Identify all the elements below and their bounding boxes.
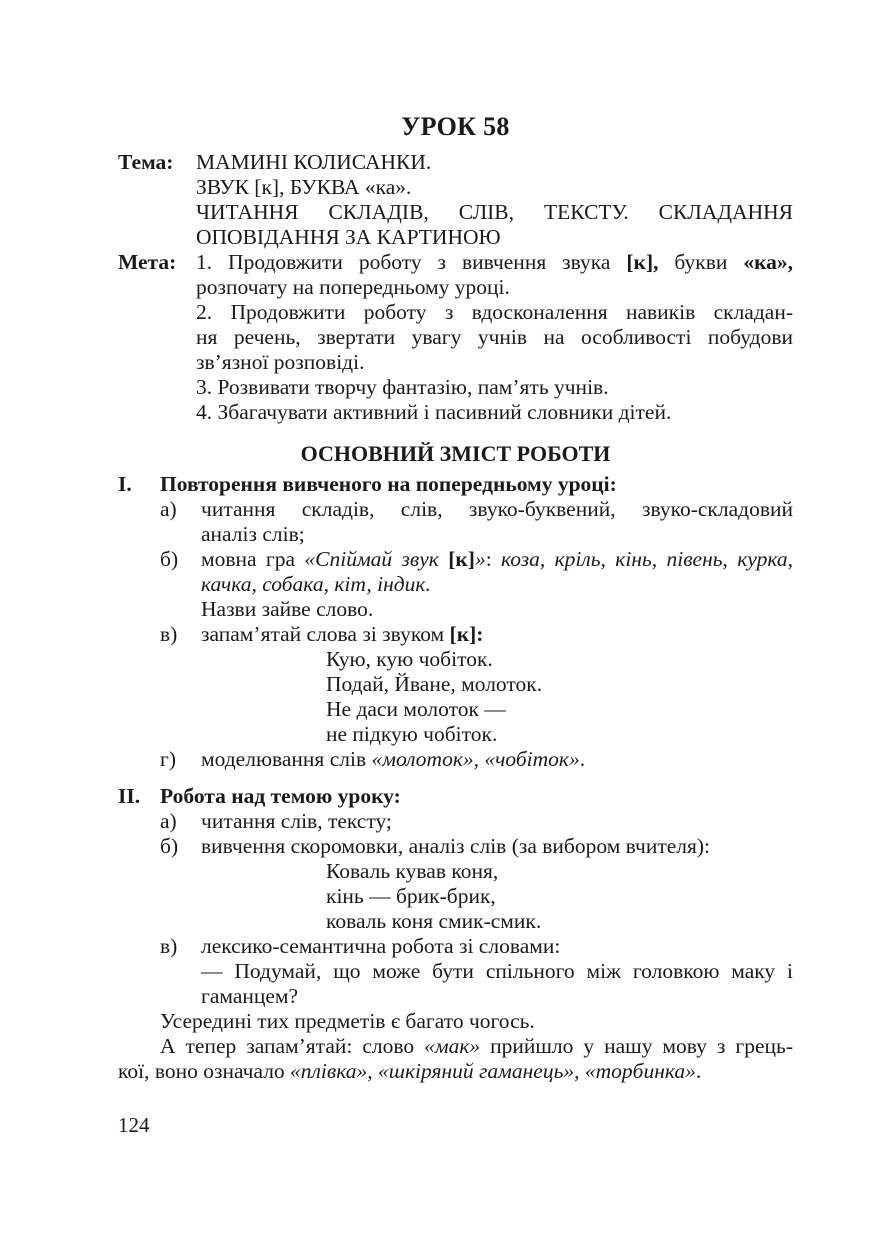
text: .	[579, 747, 586, 771]
poem	[118, 859, 793, 934]
text-line: читання складів, слів, звуко-буквений, звуко-складовий	[201, 497, 793, 521]
paragraph-cont	[118, 1059, 793, 1084]
text-bold: [к]:	[449, 622, 484, 646]
poem-line: коваль коня смик-смик.	[326, 909, 542, 933]
text-line: качка, собака, кіт, індик.	[201, 572, 431, 596]
text-line: лексико-семантична робота зі словами:	[201, 934, 561, 958]
section-title: ОСНОВНИЙ ЗМІСТ РОБОТИ	[300, 441, 611, 466]
text-line: Назви зайве слово.	[201, 597, 374, 621]
meta-goal-3: 3. Розвивати творчу фантазію, пам’ять учнів.	[196, 375, 609, 399]
text-line: гаманцем?	[201, 984, 299, 1008]
list-item	[118, 547, 793, 622]
poem-line: Коваль кував коня,	[326, 859, 499, 883]
text-line: аналіз слів;	[201, 522, 305, 546]
text-bold: «ка»,	[743, 250, 793, 274]
tema-line: МАМИНІ КОЛИСАНКИ.	[196, 150, 432, 174]
part-1-heading	[118, 472, 793, 497]
part-number: II.	[118, 784, 141, 808]
item-text	[201, 547, 793, 622]
item-marker: в)	[160, 934, 178, 958]
text-bold: [к],	[626, 250, 659, 274]
item-marker: б)	[160, 834, 179, 858]
tema-line: ОПОВІДАННЯ ЗА КАРТИНОЮ	[196, 225, 501, 249]
part-number: I.	[118, 472, 132, 496]
meta-goal-1-cont: розпочату на попередньому уроці.	[196, 275, 510, 299]
meta-goal-1	[196, 250, 793, 275]
lesson-title: УРОК 58	[401, 112, 510, 141]
text: .	[695, 1059, 702, 1083]
page-content	[118, 110, 793, 1084]
meta-label: Мета:	[118, 250, 177, 274]
text-italic: «молоток», «чобіток»	[371, 747, 580, 771]
tema-line: ЧИТАННЯ СКЛАДІВ, СЛІВ, ТЕКСТУ. СКЛАДАННЯ	[196, 200, 793, 224]
text-italic: »	[474, 547, 486, 571]
item-marker: а)	[160, 497, 177, 521]
text: кої, воно означало	[118, 1059, 291, 1083]
text: А тепер запам’ятай: слово	[160, 1034, 425, 1058]
poem	[118, 647, 793, 747]
item-text: вивчення скоромовки, аналіз слів (за вибором вчителя):	[201, 834, 711, 858]
poem-line: Не даси молоток —	[326, 697, 506, 721]
text-italic: «плівка», «шкіряний гаманець», «торбинка»	[290, 1059, 696, 1083]
text-italic: «мак»	[424, 1034, 481, 1058]
page-number: 124	[118, 1113, 150, 1137]
paragraph	[118, 1034, 793, 1059]
meta-body	[196, 250, 793, 425]
text: 1. Продовжити роботу з вивчення звука	[196, 250, 627, 274]
tema-line: ЗВУК [к], БУКВА «ка».	[196, 175, 412, 199]
text-line	[201, 622, 793, 647]
text: моделювання слів	[201, 747, 372, 771]
tema-label: Тема:	[118, 150, 174, 174]
list-item	[118, 834, 793, 859]
part-title: Робота над темою уроку:	[160, 784, 401, 808]
poem-line: кінь — брик-брик,	[326, 884, 496, 908]
text: прийшло у нашу мову з грець-	[480, 1034, 793, 1058]
text-bold: [к]	[448, 547, 475, 571]
list-item	[118, 809, 793, 834]
list-item	[118, 747, 793, 772]
list-item	[118, 497, 793, 547]
text-italic: коза, кріль, кінь, півень, курка,	[501, 547, 793, 571]
meta-goal-2-line: зв’язної розповіді.	[196, 350, 365, 374]
text-line: — Подумай, що може бути спільного між головкою маку і	[201, 959, 793, 983]
poem-line: Подай, Йване, молоток.	[326, 672, 543, 696]
item-text	[201, 934, 793, 1009]
item-marker: а)	[160, 809, 177, 833]
text: букви	[658, 250, 744, 274]
list-item	[118, 934, 793, 1009]
text-line	[201, 547, 793, 572]
meta-goal-4: 4. Збагачувати активний і пасивний словники дітей.	[196, 400, 672, 424]
item-text	[201, 622, 793, 647]
list-item	[118, 622, 793, 647]
item-marker: г)	[160, 747, 176, 771]
meta-goal-2-line: ня речень, звертати увагу учнів на особливості побудови	[196, 325, 793, 349]
part-title: Повторення вивченого на попередньому уроці:	[160, 472, 617, 496]
text-italic: «Спіймай звук	[304, 547, 449, 571]
poem-line: не підкую чобіток.	[326, 722, 498, 746]
meta-block	[118, 250, 793, 425]
part-2-heading	[118, 784, 793, 809]
item-marker: б)	[160, 547, 179, 571]
poem-line: Кую, кую чобіток.	[326, 647, 493, 671]
item-marker: в)	[160, 622, 178, 646]
tema-block	[118, 150, 793, 250]
text: мовна гра	[201, 547, 305, 571]
text: :	[485, 547, 502, 571]
item-text	[201, 497, 793, 547]
paragraph: Усередині тих предметів є багато чогось.	[160, 1009, 535, 1033]
item-text: читання слів, тексту;	[201, 809, 392, 833]
tema-body	[196, 150, 793, 250]
meta-goal-2-line: 2. Продовжити роботу з вдосконалення навиків складан-	[196, 300, 793, 324]
text: запам’ятай слова зі звуком	[201, 622, 450, 646]
item-text	[201, 747, 793, 772]
